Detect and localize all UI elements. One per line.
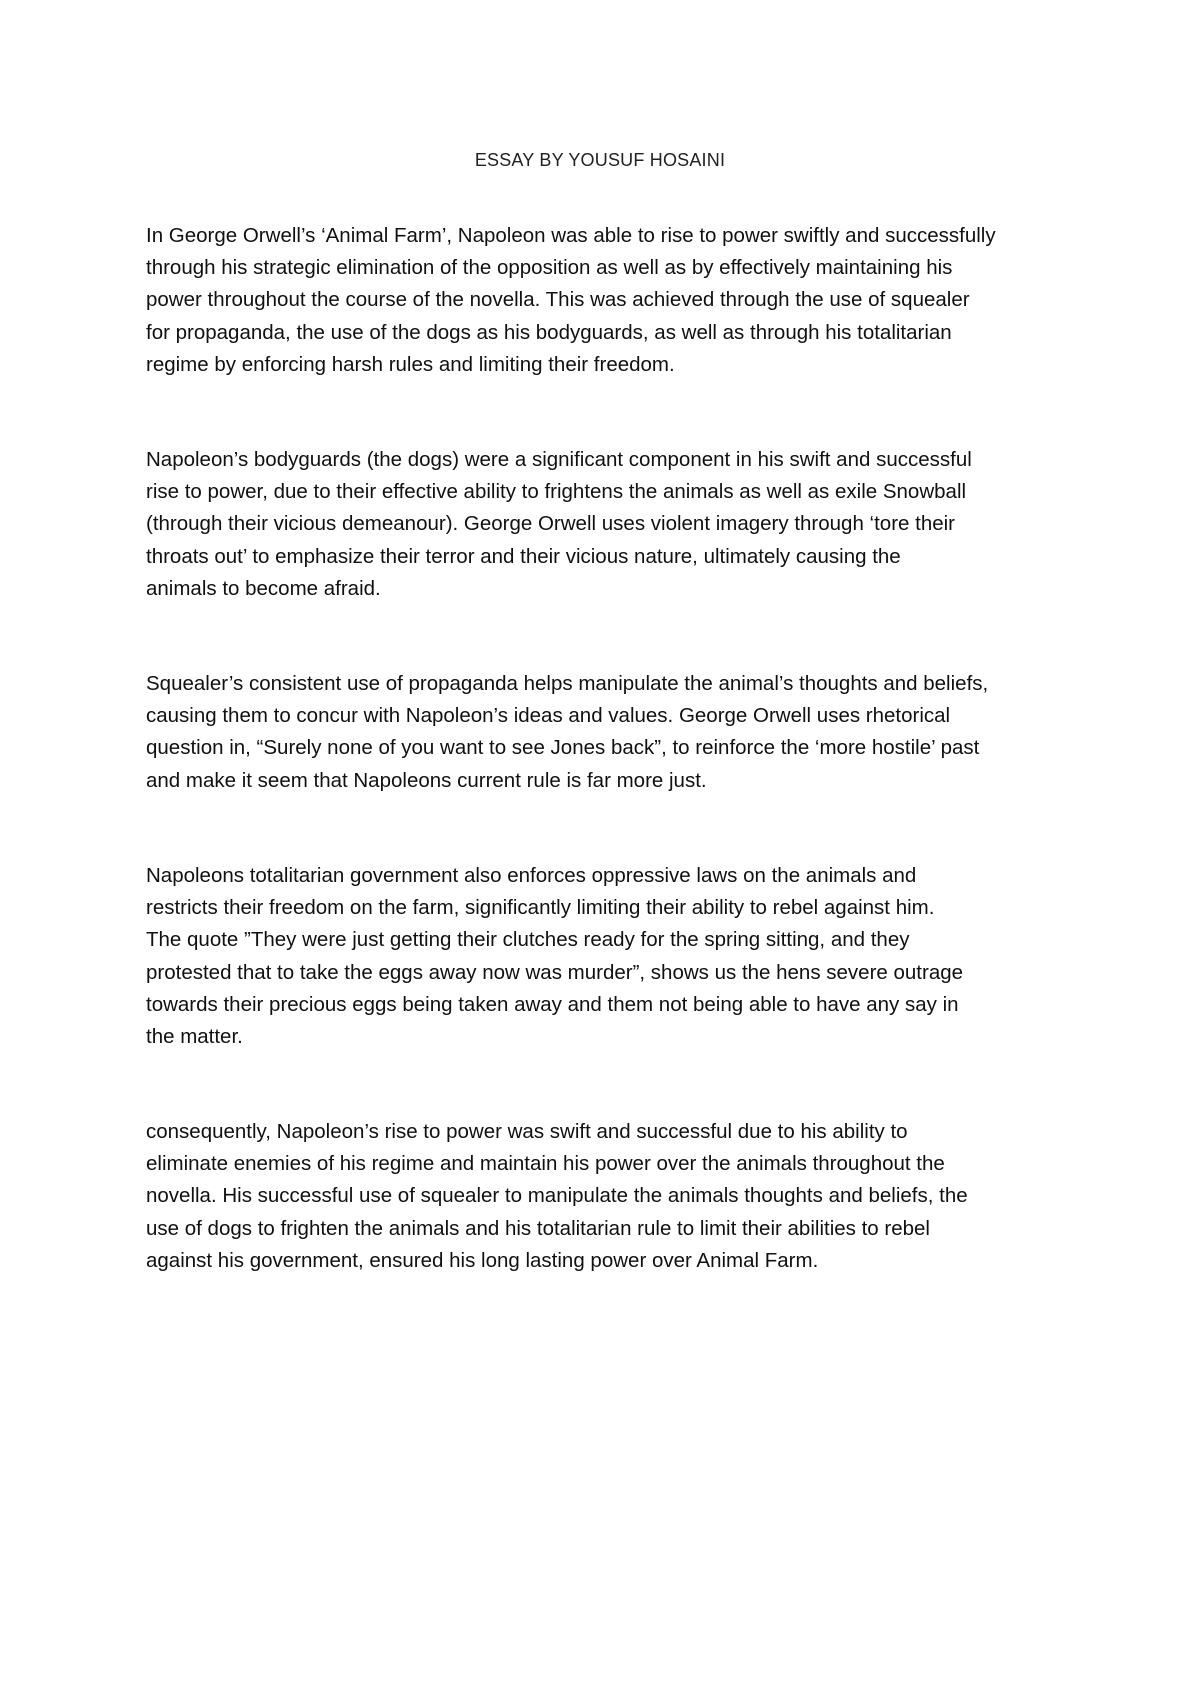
paragraph-line: use of dogs to frighten the animals and his totalitarian rule to limit their abilities to rebel bbox=[146, 1216, 930, 1240]
essay-title: ESSAY BY YOUSUF HOSAINI bbox=[474, 150, 726, 170]
paragraph-bodyguards bbox=[146, 444, 1076, 605]
paragraph-line: Napoleon’s bodyguards (the dogs) were a significant component in his swift and successful bbox=[146, 448, 972, 471]
paragraph-line: power throughout the course of the novella. This was achieved through the use of squealer bbox=[146, 288, 970, 312]
paragraph-line: animals to become afraid. bbox=[146, 576, 381, 600]
paragraph-line: against his government, ensured his long lasting power over Animal Farm. bbox=[146, 1248, 819, 1272]
paragraph-totalitarian bbox=[146, 860, 1076, 1053]
paragraph-line: consequently, Napoleon’s rise to power was swift and successful due to his ability to bbox=[146, 1120, 908, 1143]
paragraph-propaganda bbox=[146, 668, 1076, 797]
paragraph-line: causing them to concur with Napoleon’s ideas and values. George Orwell uses rhetorical bbox=[146, 704, 951, 728]
paragraph-line: restricts their freedom on the farm, significantly limiting their ability to rebel against him. bbox=[146, 896, 935, 920]
paragraph-line: protested that to take the eggs away now was murder”, shows us the hens severe outrage bbox=[146, 960, 964, 984]
paragraph-line: (through their vicious demeanour). George Orwell uses violent imagery through ‘tore their bbox=[146, 512, 955, 536]
paragraph-line: and make it seem that Napoleons current rule is far more just. bbox=[146, 768, 707, 792]
paragraph-line: In George Orwell’s ‘Animal Farm’, Napoleon was able to rise to power swiftly and successfully bbox=[146, 224, 996, 247]
paragraph-introduction bbox=[146, 220, 1076, 381]
paragraph-conclusion bbox=[146, 1116, 1076, 1277]
paragraph-line: Napoleons totalitarian government also enforces oppressive laws on the animals and bbox=[146, 864, 917, 887]
paragraph-line: The quote ”They were just getting their clutches ready for the spring sitting, and they bbox=[146, 928, 910, 952]
paragraph-line: novella. His successful use of squealer to manipulate the animals thoughts and beliefs, the bbox=[146, 1184, 968, 1208]
paragraph-line: eliminate enemies of his regime and maintain his power over the animals throughout the bbox=[146, 1152, 945, 1176]
paragraph-line: through his strategic elimination of the opposition as well as by effectively maintaining his bbox=[146, 256, 953, 280]
paragraph-line: the matter. bbox=[146, 1025, 243, 1049]
paragraph-line: regime by enforcing harsh rules and limiting their freedom. bbox=[146, 352, 675, 376]
paragraph-line: for propaganda, the use of the dogs as his bodyguards, as well as through his totalitarian bbox=[146, 320, 952, 344]
paragraph-line: throats out’ to emphasize their terror and their vicious nature, ultimately causing the bbox=[146, 544, 901, 568]
paragraph-line: Squealer’s consistent use of propaganda helps manipulate the animal’s thoughts and beliefs, bbox=[146, 672, 989, 695]
paragraph-line: rise to power, due to their effective ability to frightens the animals as well as exile Snowball bbox=[146, 480, 967, 504]
paragraph-line: towards their precious eggs being taken away and them not being able to have any say in bbox=[146, 992, 959, 1016]
paragraph-line: question in, “Surely none of you want to see Jones back”, to reinforce the ‘more hostile’ past bbox=[146, 736, 980, 760]
